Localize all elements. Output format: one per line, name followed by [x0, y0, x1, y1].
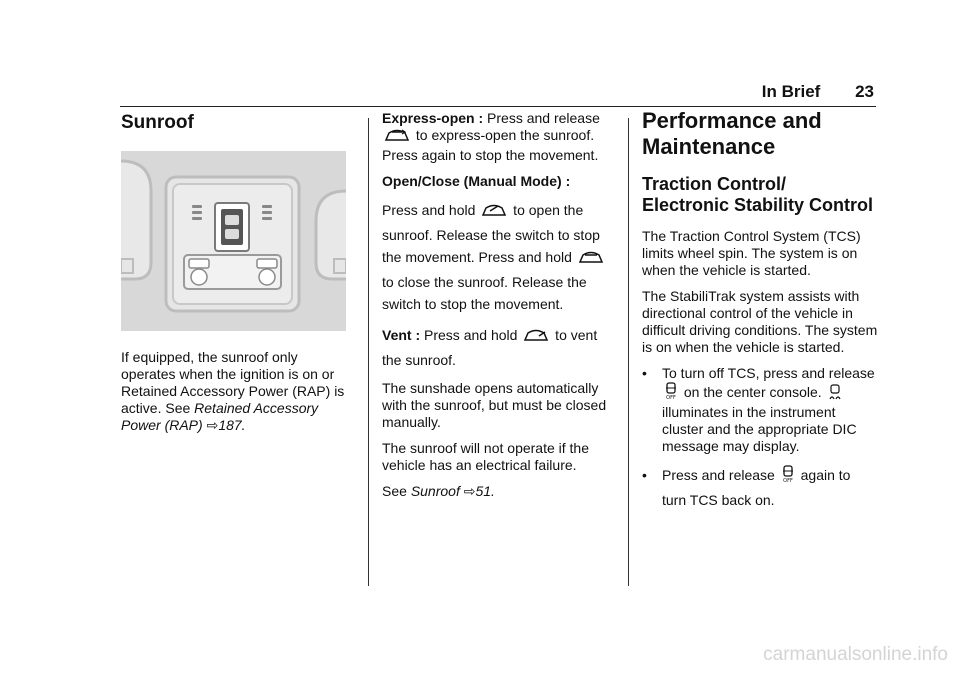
rap-reference: Retained Accessory Power (RAP) [121, 400, 319, 433]
vent-label: Vent : [382, 327, 421, 343]
sunroof-heading: Sunroof [121, 112, 194, 133]
page-number: 23 [855, 82, 874, 101]
sunroof-page-arrow: ⇨ [463, 483, 476, 499]
performance-maintenance-heading: Performance and Maintenance [642, 108, 822, 159]
tcs-off-icon [781, 465, 795, 489]
electrical-failure-paragraph: The sunroof will not operate if the vehicle has an electrical failure. [382, 440, 590, 473]
see-sunroof-paragraph: See Sunroof ⇨51. [382, 483, 495, 499]
sunroof-intro-paragraph: If equipped, the sunroof only operates when the ignition is on or Retained Accessory Power (RAP) is active. See Retained Accessory Power (RAP) ⇨187. [121, 349, 345, 433]
tcs-off-icon [664, 382, 678, 404]
sunroof-control-illustration [121, 151, 346, 331]
sunroof-open-icon [481, 202, 507, 224]
svg-text:OFF: OFF [666, 395, 676, 400]
express-open-label: Express-open : [382, 110, 484, 126]
traction-control-heading: Traction Control/ Electronic Stability Control [642, 174, 874, 215]
sunroof-express-icon [384, 127, 410, 147]
stabilitrak-paragraph: The StabiliTrak system assists with directional control of the vehicle in difficult driving conditions. The system is on when the vehicle is started. [642, 288, 878, 355]
sunroof-reference: Sunroof [410, 483, 460, 499]
bullet-marker: • [642, 365, 647, 381]
manual-mode-heading: Open/Close (Manual Mode) : [382, 173, 571, 189]
rap-page-number: 187. [218, 417, 246, 433]
traction-indicator-icon [828, 384, 842, 404]
sunroof-page-number: 51. [475, 483, 495, 499]
sunshade-paragraph: The sunshade opens automatically with the sunroof, but must be closed manually. [382, 380, 607, 430]
header-rule [120, 106, 876, 107]
column-3 [642, 108, 878, 520]
column-divider-1 [368, 118, 369, 586]
sunroof-vent-icon [523, 327, 549, 349]
overhead-console-drawing [121, 151, 346, 331]
svg-text:OFF: OFF [782, 478, 793, 483]
turn-on-tcs-bullet: • Press and release OFF again to turn TCS back on. [642, 464, 878, 511]
bullet-marker: • [642, 467, 647, 483]
vent-paragraph: Vent : Press and hold to vent the sunroof. [382, 327, 598, 368]
watermark: carmanualsonline.info [763, 644, 948, 665]
sunroof-close-icon [578, 249, 604, 271]
tcs-paragraph: The Traction Control System (TCS) limits wheel spin. The system is on when the vehicle is started. [642, 228, 861, 278]
manual-mode-paragraph: Press and hold to open the sunroof. Release the switch to stop the movement. Press and hold to close the sunroof. Release the switch to stop the movement. [382, 199, 614, 315]
turn-off-tcs-bullet: • To turn off TCS, press and release OFF on the center console. illuminates in the instrument cluster and the appropriate DIC message may display. [642, 365, 875, 454]
column-1 [121, 114, 353, 443]
express-open-paragraph: Express-open : Press and release to express-open the sunroof. Press again to stop the movement. [382, 110, 600, 163]
column-2 [382, 110, 614, 509]
section-name: In Brief [761, 82, 821, 101]
running-head [762, 82, 874, 102]
rap-page-arrow: ⇨ [206, 417, 219, 433]
column-divider-2 [628, 118, 629, 586]
